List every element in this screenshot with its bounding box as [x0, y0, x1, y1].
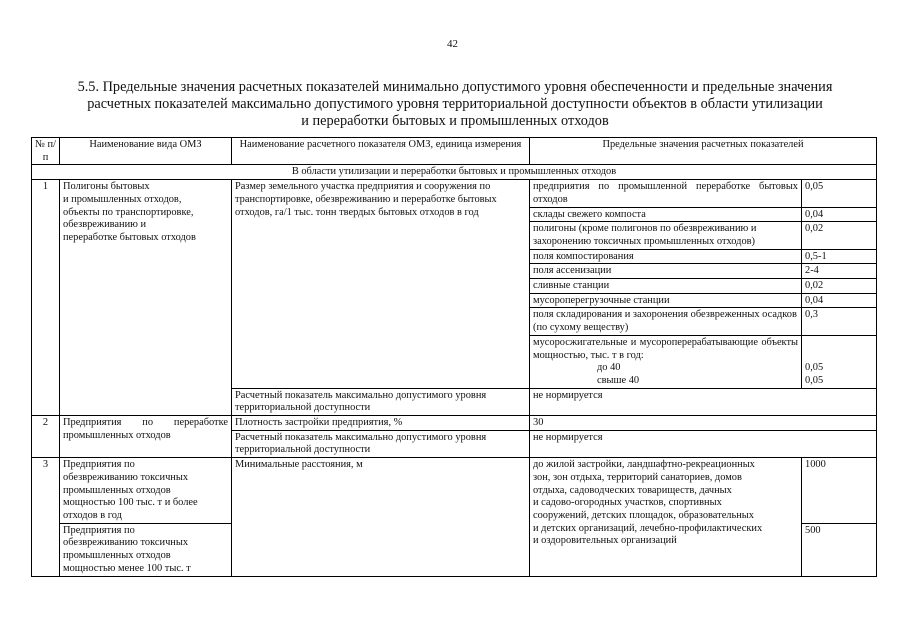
heading-line-1: 5.5. Предельные значения расчетных показателей минимально допустимого уровня обеспеченности и предельные значения: [77, 79, 833, 95]
row-1-type-line: и промышленных отходов,: [63, 193, 182, 205]
row-3-type-a: [60, 458, 232, 524]
row-2-indicator-access: Расчетный показатель максимально допустимого уровня территориальной доступности: [232, 430, 530, 457]
row-1-value-access: не нормируется: [530, 388, 877, 415]
incinerators-values: [802, 335, 877, 388]
table-row: [32, 458, 877, 524]
distance-line: до жилой застройки, ландшафтно-рекреационных: [533, 459, 755, 471]
incinerators-value-1: 0,05: [805, 362, 824, 374]
row-1-type-line: обезвреживанию и: [63, 219, 147, 231]
row-3-type-b-line: Предприятия по: [63, 524, 135, 536]
distance-line: сооружений, детских площадок, образовательных: [533, 509, 754, 521]
item-label: мусороперегрузочные станции: [530, 293, 802, 308]
row-1-indicator-area: Размер земельного участка предприятия и сооружения по транспортировке, обезвреживанию и переработке бытовых отходов, га/1 тыс. тонн твердых бытовых отходов в год: [232, 180, 530, 389]
heading-line-3: и переработки бытовых и промышленных отходов: [301, 113, 609, 129]
row-3-indicator: Минимальные расстояния, м: [232, 458, 530, 576]
table-row: [32, 416, 877, 431]
table-row: [32, 180, 877, 207]
row-3-type-a-line: Предприятия по: [63, 459, 135, 471]
item-label: склады свежего компоста: [530, 207, 802, 222]
incinerators-label: мусоросжигательные и мусороперерабатывающие объекты мощностью, тыс. т в год:: [533, 336, 798, 361]
row-3-type-a-line: мощностью 100 тыс. т и более: [63, 497, 198, 509]
distance-line: зон, зон отдыха, территорий санаториев, домов: [533, 471, 742, 483]
section-title: В области утилизации и переработки бытовых и промышленных отходов: [32, 165, 877, 180]
section-heading: [40, 79, 870, 130]
section-row: [32, 165, 877, 180]
item-label: предприятия по промышленной переработке бытовых отходов: [530, 180, 802, 207]
limits-table: [31, 137, 877, 577]
incinerators-cell: [530, 335, 802, 388]
row-1-type-line: Полигоны бытовых: [63, 181, 150, 193]
item-label: поля компостирования: [530, 249, 802, 264]
distance-line: и оздоровительных организаций: [533, 535, 677, 547]
row-2-indicator-density: Плотность застройки предприятия, %: [232, 416, 530, 431]
row-3-value-b: 500: [802, 523, 877, 576]
row-2-type: Предприятия по переработке промышленных отходов: [60, 416, 232, 458]
distance-line: и детских организаций, лечебно-профилактических: [533, 522, 763, 534]
header-type: Наименование вида ОМЗ: [60, 138, 232, 165]
table-header-row: [32, 138, 877, 165]
header-num: № п/п: [32, 138, 60, 165]
row-3-distances: [530, 458, 802, 576]
row-3-type-b-line: обезвреживанию токсичных: [63, 537, 189, 549]
row-1-type-line: объекты по транспортировке,: [63, 206, 194, 218]
row-1-type: [60, 180, 232, 416]
row-3-num: 3: [32, 458, 60, 576]
row-2-value-density: 30: [530, 416, 877, 431]
item-value: 0,05: [802, 180, 877, 207]
row-1-type-line: переработке бытовых отходов: [63, 231, 196, 243]
item-value: 0,04: [802, 207, 877, 222]
row-1-indicator-access: Расчетный показатель максимально допустимого уровня территориальной доступности: [232, 388, 530, 415]
distance-line: отдыха, садоводческих товариществ, дачных: [533, 484, 732, 496]
row-3-type-a-line: промышленных отходов: [63, 484, 171, 496]
row-3-type-b: [60, 523, 232, 576]
row-3-type-b-line: промышленных отходов: [63, 550, 171, 562]
row-3-type-a-line: обезвреживанию токсичных: [63, 471, 189, 483]
item-value: 0,02: [802, 279, 877, 294]
header-indicator: Наименование расчетного показателя ОМЗ, единица измерения: [232, 138, 530, 165]
incinerators-sub-2: свыше 40: [597, 374, 640, 386]
page-number: 42: [447, 38, 458, 50]
row-2-value-access: не нормируется: [530, 430, 877, 457]
row-3-value-a: 1000: [802, 458, 877, 524]
header-limits: Предельные значения расчетных показателей: [530, 138, 877, 165]
incinerators-value-2: 0,05: [805, 374, 824, 386]
item-label: поля складирования и захоронения обезвреженных осадков (по сухому веществу): [530, 308, 802, 335]
row-2-num: 2: [32, 416, 60, 458]
item-label: поля ассенизации: [530, 264, 802, 279]
distance-line: и садово-огородных участков, спортивных: [533, 497, 722, 509]
incinerators-sub-1: до 40: [597, 362, 621, 374]
row-3-type-b-line: мощностью менее 100 тыс. т: [63, 562, 191, 574]
row-1-num: 1: [32, 180, 60, 416]
heading-line-2: расчетных показателей максимально допустимого уровня территориальной доступности объектов в области утилизации: [87, 96, 823, 112]
item-value: 0,02: [802, 222, 877, 249]
item-value: 0,04: [802, 293, 877, 308]
item-value: 2-4: [802, 264, 877, 279]
item-label: сливные станции: [530, 279, 802, 294]
row-3-type-a-line: отходов в год: [63, 509, 122, 521]
item-label: полигоны (кроме полигонов по обезвреживанию и захоронению токсичных промышленных отходов): [530, 222, 802, 249]
item-value: 0,5-1: [802, 249, 877, 264]
item-value: 0,3: [802, 308, 877, 335]
